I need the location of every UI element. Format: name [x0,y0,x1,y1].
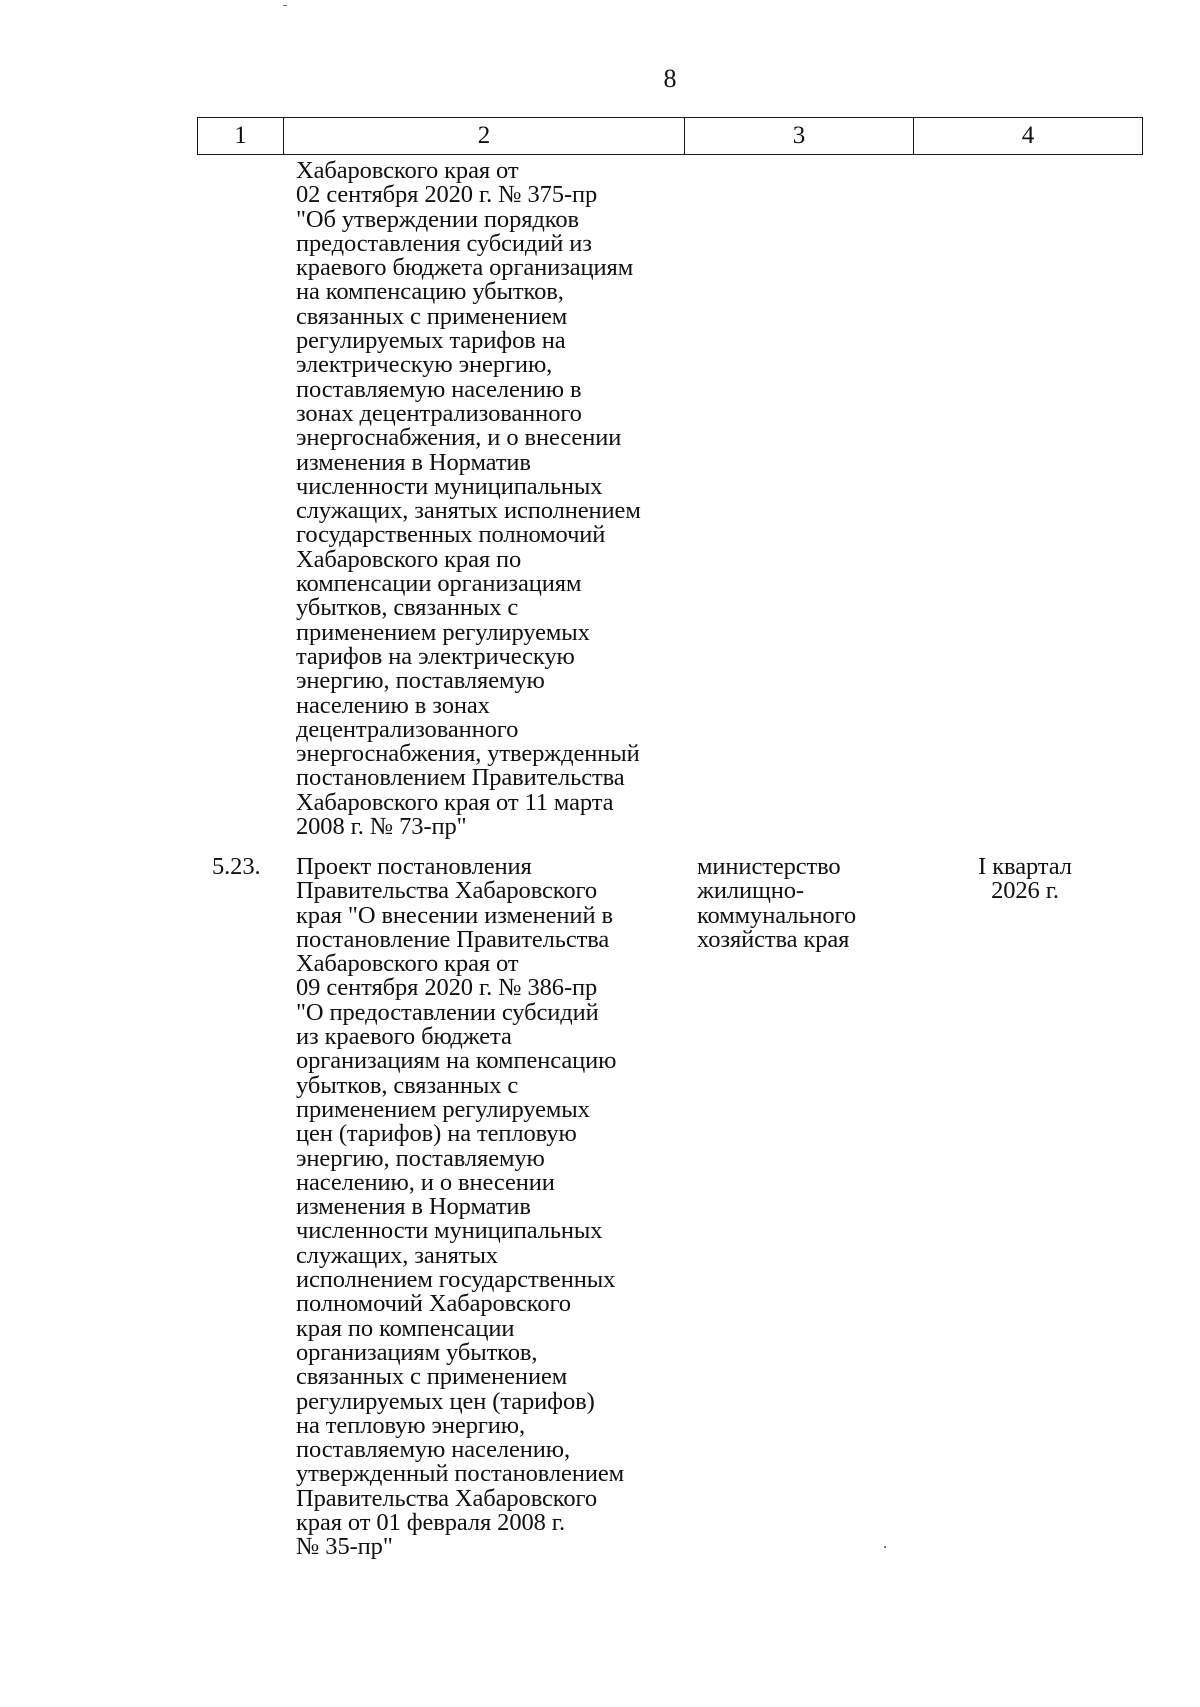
text-line: "Об утверждении порядков [296,205,579,233]
table-header [197,117,1143,155]
text-line: постановление Правительства [296,925,610,953]
text-line: применением регулируемых [296,618,590,646]
text-line: цен (тарифов) на тепловую [296,1120,577,1148]
header-col-2: 2 [284,118,685,154]
text-line: на компенсацию убытков, [296,278,564,306]
text-line: изменения в Норматив [296,1193,531,1221]
text-line: убытков, связанных с [296,1071,519,1099]
text-line: Правительства Хабаровского [296,1484,598,1512]
header-col-3: 3 [685,118,914,154]
text-line: хозяйства края [697,925,850,953]
text-line: служащих, занятых [296,1241,498,1269]
text-line: регулируемых тарифов на [296,327,566,355]
text-line: на тепловую энергию, [296,1411,526,1439]
text-line: децентрализованного [296,715,519,743]
text-line: применением регулируемых [296,1095,590,1123]
text-line: связанных с применением [296,1363,568,1391]
text-line: из краевого бюджета [296,1023,512,1051]
text-line: государственных полномочий [296,521,606,549]
text-line: края "О внесении изменений в [296,901,613,929]
text-line: населению, и о внесении [296,1168,555,1196]
text-line: численности муниципальных [296,472,603,500]
text-line: краевого бюджета организациям [296,254,634,282]
text-line: 2008 г. № 73-пр" [296,813,467,841]
text-line: утвержденный постановлением [296,1460,625,1488]
text-line: 09 сентября 2020 г. № 386-пр [296,974,598,1002]
text-line: регулируемых цен (тарифов) [296,1387,595,1415]
text-line: Хабаровского края по [296,545,522,573]
deadline [940,855,1110,904]
text-line: края по компенсации [296,1314,515,1342]
text-line: 2026 г. [991,877,1059,905]
text-line: изменения в Норматив [296,448,531,476]
text-line: энергию, поставляемую [296,1144,545,1172]
text-line: коммунального [697,901,857,929]
text-line: организациям на компенсацию [296,1047,617,1075]
text-line: поставляемую населению в [296,375,582,403]
scan-speck [884,1546,886,1548]
text-line: № 35-пр" [296,1533,393,1561]
text-line: энергию, поставляемую [296,667,545,695]
text-line: Хабаровского края от 11 марта [296,788,614,816]
text-line: Хабаровского края от [296,950,519,978]
header-col-1: 1 [198,118,284,154]
text-line: энергоснабжения, и о внесении [296,424,622,452]
text-line: организациям убытков, [296,1338,538,1366]
text-line: жилищно- [697,877,804,905]
text-line: компенсации организациям [296,570,582,598]
scan-speck [283,5,287,6]
header-col-4: 4 [1021,122,1035,149]
text-line: края от 01 февраля 2008 г. [296,1509,566,1537]
text-line: "О предоставлении субсидий [296,998,599,1026]
text-line: полномочий Хабаровского [296,1290,571,1318]
text-line: Проект постановления [296,853,532,880]
text-line: электрическую энергию, [296,351,553,379]
text-line: энергоснабжения, утвержденный [296,740,640,768]
continued-item-text [296,159,641,839]
text-line: населению в зонах [296,691,490,719]
text-line: исполнением государственных [296,1266,616,1294]
text-line: поставляемую населению, [296,1436,571,1464]
item-title [296,855,624,1560]
text-line: Правительства Хабаровского [296,877,598,905]
text-line: 02 сентября 2020 г. № 375-пр [296,181,598,209]
text-line: I квартал [978,853,1072,880]
text-line: Хабаровского края от [296,157,519,184]
text-line: численности муниципальных [296,1217,603,1245]
responsible-agency [697,855,856,952]
page-number: 8 [663,64,677,93]
text-line: связанных с применением [296,302,568,330]
text-line: убытков, связанных с [296,594,519,622]
text-line: постановлением Правительства [296,764,625,792]
text-line: служащих, занятых исполнением [296,497,641,525]
text-line: зонах децентрализованного [296,399,582,427]
text-line: предоставления субсидий из [296,229,592,257]
text-line: министерство [697,853,841,880]
text-line: тарифов на электрическую [296,642,575,670]
item-number: 5.23. [212,853,261,880]
